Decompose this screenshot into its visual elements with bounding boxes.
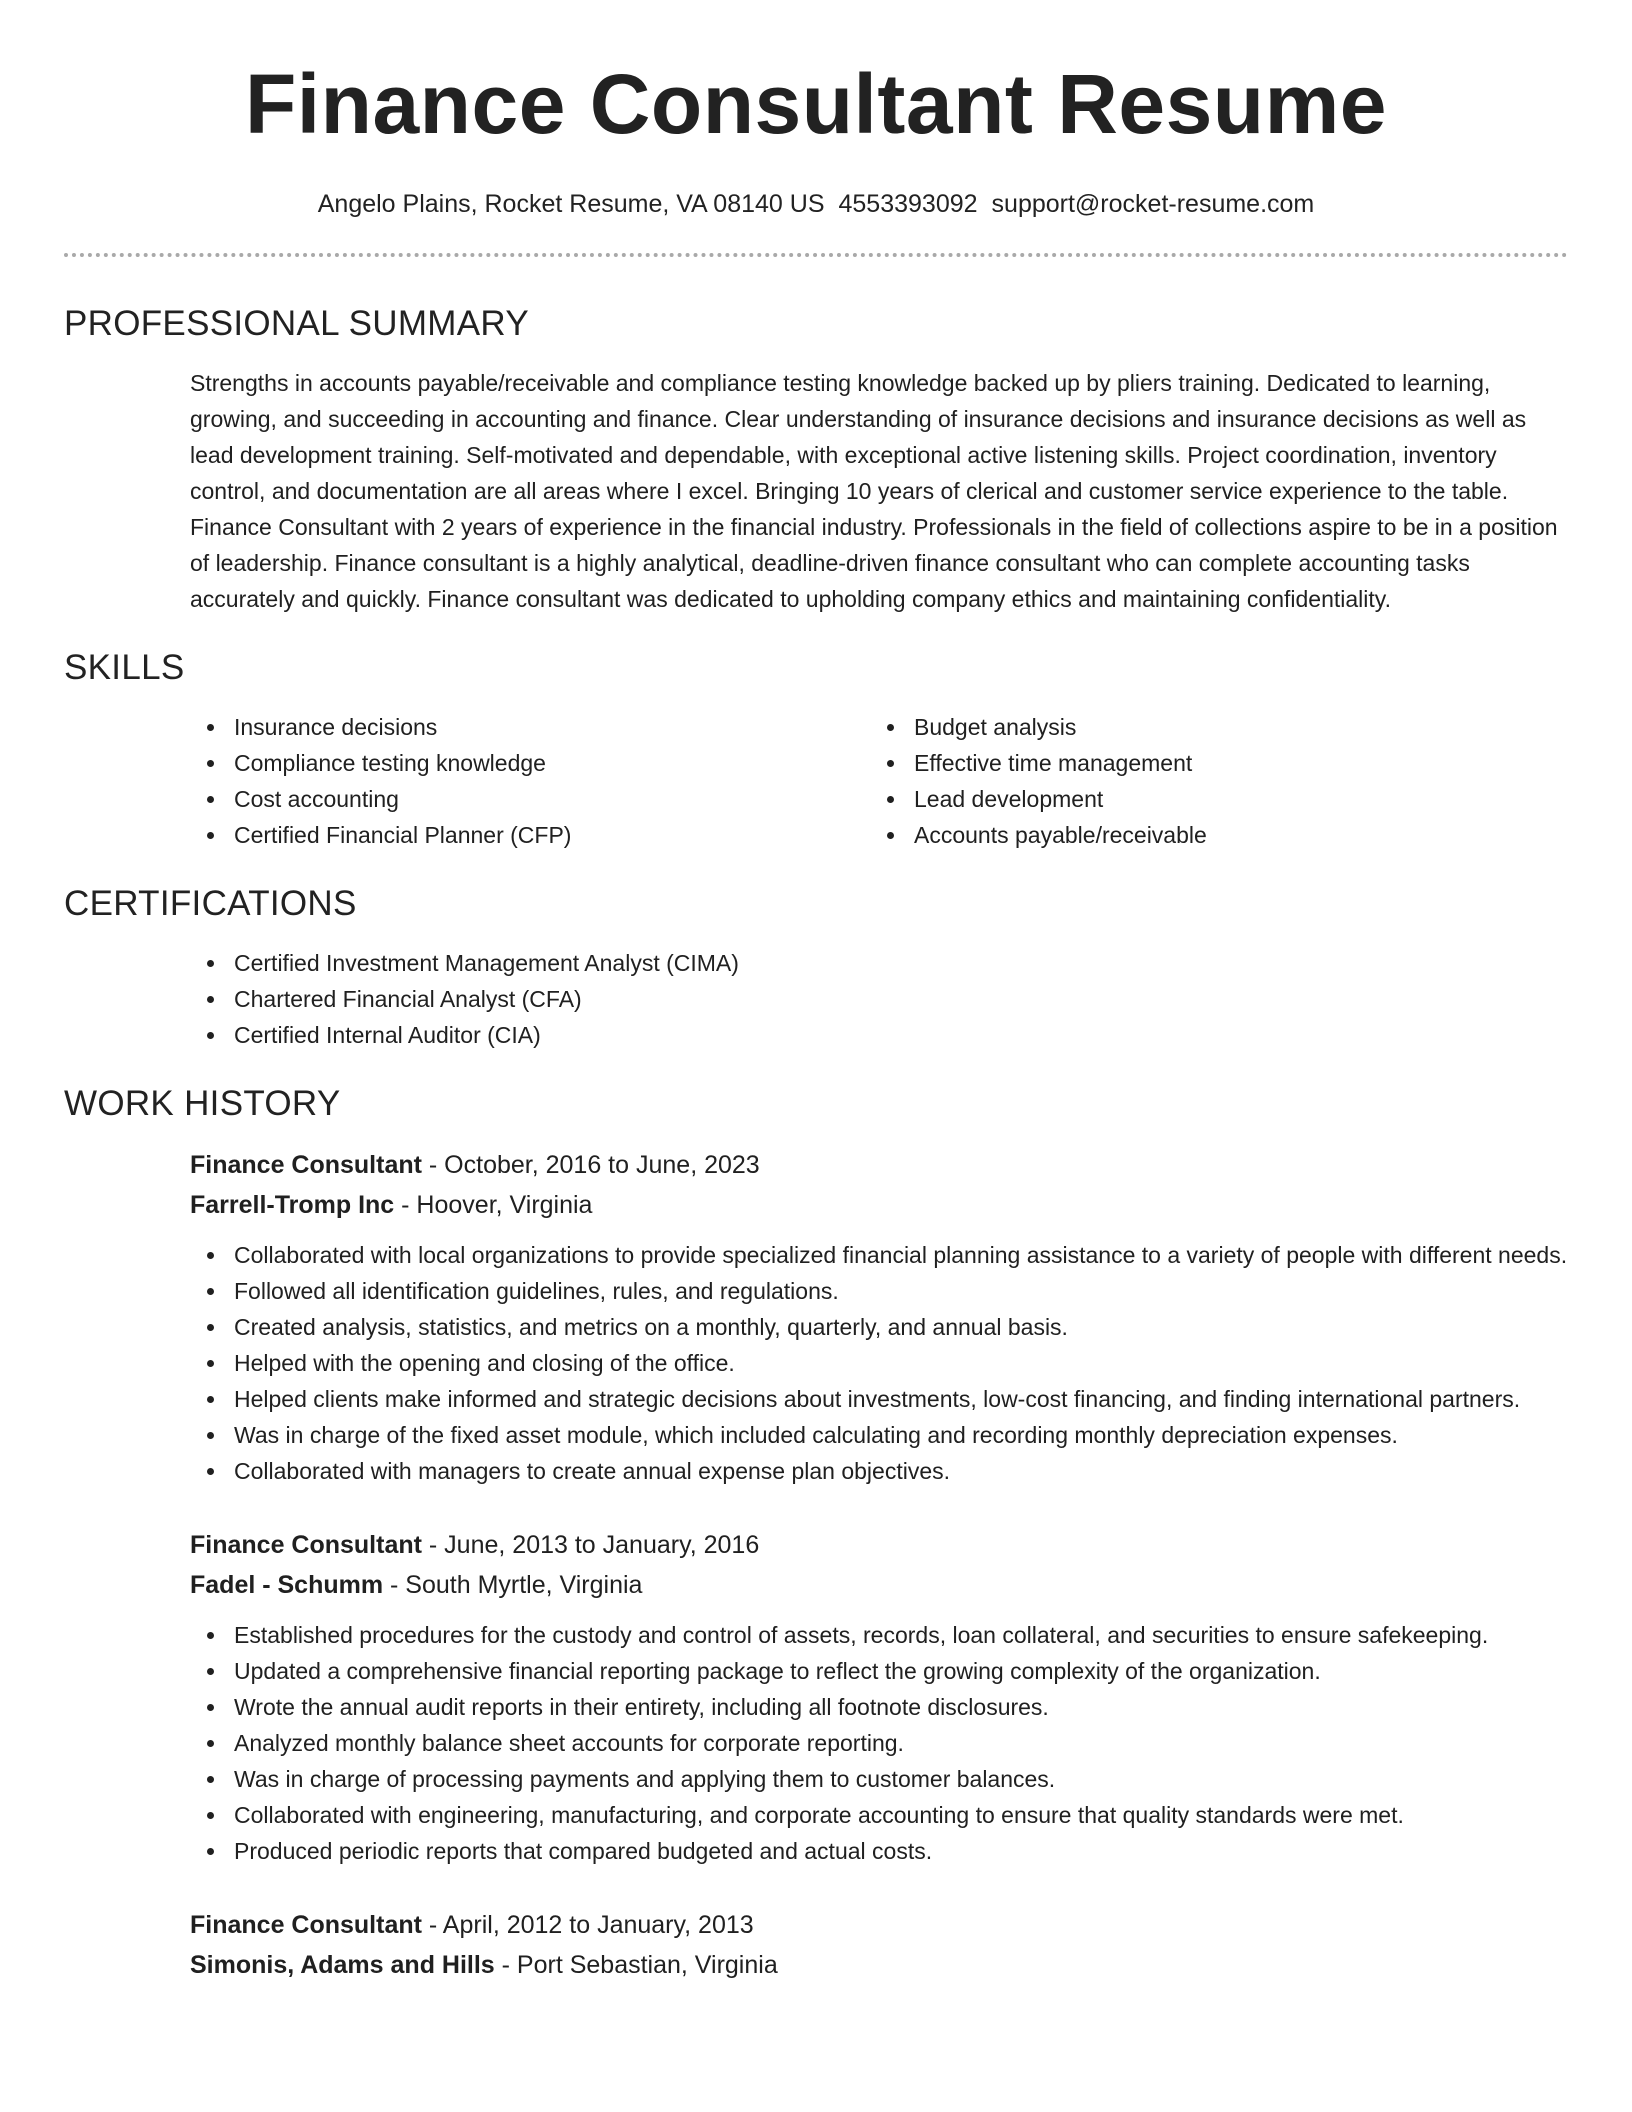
job-company-line [190, 1565, 1568, 1605]
job-duty: Helped with the opening and closing of the office. [190, 1345, 1568, 1381]
resume-title: Finance Consultant Resume [244, 57, 1388, 151]
job-title-line [190, 1905, 1568, 1945]
skills-list-right [870, 709, 1550, 853]
contact-phone: 4553393092 [838, 190, 978, 218]
job-duty: Established procedures for the custody and control of assets, records, loan collateral, and securities to ensure safekeeping. [190, 1617, 1568, 1653]
job-company-line [190, 1185, 1568, 1225]
job-title-line [190, 1525, 1568, 1565]
job-duty: Followed all identification guidelines, rules, and regulations. [190, 1273, 1568, 1309]
job-company-line [190, 1945, 1568, 1985]
job-duty: Was in charge of processing payments and applying them to customer balances. [190, 1761, 1568, 1797]
header-divider [64, 253, 1568, 257]
work-history-heading: WORK HISTORY [64, 1084, 341, 1123]
certification-item: Certified Internal Auditor (CIA) [190, 1017, 1568, 1053]
job-duty: Was in charge of the fixed asset module, which included calculating and recording monthly depreciation expenses. [190, 1417, 1568, 1453]
skills-grid [190, 709, 1568, 853]
skill-item: Accounts payable/receivable [870, 817, 1550, 853]
contact-line [64, 189, 1568, 219]
skill-item: Effective time management [870, 745, 1550, 781]
contact-address: Angelo Plains, Rocket Resume, VA 08140 US [317, 190, 825, 218]
summary-text: Strengths in accounts payable/receivable and compliance testing knowledge backed up by pliers training. Dedicated to learning, growing, and succeeding in accounting and finance. Clear understanding of insurance decisions and insurance decisions as well as lead development training. Self-motivated and dependable, with exceptional active listening skills. Project coordination, inventory control, and documentation are all areas where I excel. Bringing 10 years of clerical and customer service experience to the table. Finance Consultant with 2 years of experience in the financial industry. Professionals in the field of collections aspire to be in a position of leadership. Finance consultant is a highly analytical, deadline-driven finance consultant who can complete accounting tasks accurately and quickly. Finance consultant was dedicated to upholding company ethics and maintaining confidentiality. [190, 370, 1558, 612]
job-title: Finance Consultant [190, 1151, 422, 1179]
job-duty: Collaborated with managers to create annual expense plan objectives. [190, 1453, 1568, 1489]
job-duty: Wrote the annual audit reports in their entirety, including all footnote disclosures. [190, 1689, 1568, 1725]
job-location: - Hoover, Virginia [394, 1191, 593, 1219]
contact-email[interactable]: support@rocket-resume.com [991, 190, 1315, 218]
skill-item: Insurance decisions [190, 709, 870, 745]
job-company: Farrell-Tromp Inc [190, 1191, 395, 1219]
skills-heading: SKILLS [64, 648, 185, 687]
skill-item: Lead development [870, 781, 1550, 817]
skill-item: Certified Financial Planner (CFP) [190, 817, 870, 853]
certifications-list [190, 945, 1568, 1053]
certifications-heading: CERTIFICATIONS [64, 884, 357, 923]
job-duty: Analyzed monthly balance sheet accounts for corporate reporting. [190, 1725, 1568, 1761]
job-entry [190, 1145, 1568, 1489]
skills-list-left [190, 709, 870, 853]
summary-heading: PROFESSIONAL SUMMARY [64, 304, 529, 343]
job-title-line [190, 1145, 1568, 1185]
certification-item: Chartered Financial Analyst (CFA) [190, 981, 1568, 1017]
job-duty: Updated a comprehensive financial reporting package to reflect the growing complexity of the organization. [190, 1653, 1568, 1689]
job-duty: Collaborated with engineering, manufacturing, and corporate accounting to ensure that quality standards were met. [190, 1797, 1568, 1833]
job-dates: - June, 2013 to January, 2016 [421, 1531, 760, 1559]
skill-item: Budget analysis [870, 709, 1550, 745]
job-entry [190, 1905, 1568, 1985]
job-company: Simonis, Adams and Hills [190, 1951, 495, 1979]
certification-item: Certified Investment Management Analyst (CIMA) [190, 945, 1568, 981]
job-duty: Produced periodic reports that compared budgeted and actual costs. [190, 1833, 1568, 1869]
job-duties [190, 1237, 1568, 1489]
job-dates: - October, 2016 to June, 2023 [421, 1151, 760, 1179]
skill-item: Cost accounting [190, 781, 870, 817]
job-duty: Created analysis, statistics, and metrics on a monthly, quarterly, and annual basis. [190, 1309, 1568, 1345]
job-title: Finance Consultant [190, 1911, 422, 1939]
job-entry [190, 1525, 1568, 1869]
job-location: - South Myrtle, Virginia [383, 1571, 643, 1599]
job-duty: Collaborated with local organizations to provide specialized financial planning assistance to a variety of people with different needs. [190, 1237, 1568, 1273]
work-history [190, 1145, 1568, 1985]
job-duties [190, 1617, 1568, 1869]
job-location: - Port Sebastian, Virginia [494, 1951, 778, 1979]
job-duty: Helped clients make informed and strategic decisions about investments, low-cost financing, and finding international partners. [190, 1381, 1568, 1417]
job-title: Finance Consultant [190, 1531, 422, 1559]
skill-item: Compliance testing knowledge [190, 745, 870, 781]
job-dates: - April, 2012 to January, 2013 [421, 1911, 754, 1939]
job-company: Fadel - Schumm [190, 1571, 384, 1599]
